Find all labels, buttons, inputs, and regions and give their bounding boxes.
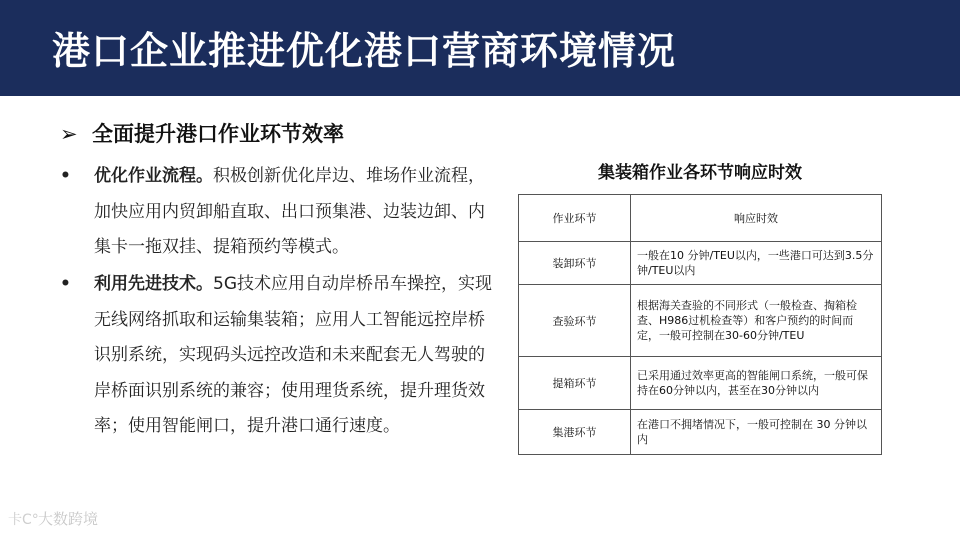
table-cell: 根据海关查验的不同形式（一般检查、掏箱检查、H986过机检查等）和客户预约的时间而定，一般可控制在30-60分钟/TEU <box>631 285 882 357</box>
table-cell: 提箱环节 <box>519 357 631 410</box>
column-header: 作业环节 <box>519 195 631 242</box>
section-heading <box>60 118 344 148</box>
watermark-logo-icon: 卡C° <box>8 512 39 528</box>
table-cell: 一般在10 分钟/TEU以内，一些港口可达到3.5分钟/TEU以内 <box>631 242 882 285</box>
bullet-lead: 优化作业流程。 <box>94 166 213 186</box>
bullet-body <box>94 267 500 445</box>
bullet-text: 5G技术应用自动岸桥吊车操控，实现无线网络抓取和运输集装箱；应用人工智能远控岸桥识别系统，实现码头远控改造和未来配套无人驾驶的岸桥面识别系统的兼容；使用理货系统，提升理货效率；使用智能闸口，提升港口通行速度。 <box>94 274 492 436</box>
bullet-item <box>60 159 500 266</box>
table-row <box>519 410 882 455</box>
watermark-text: 大数跨境 <box>38 510 99 528</box>
table-header-row <box>519 195 882 242</box>
table-title: 集装箱作业各环节响应时效 <box>598 163 802 183</box>
arrow-bullet-icon: ➢ <box>60 122 78 146</box>
table-cell: 查验环节 <box>519 285 631 357</box>
table-row <box>519 242 882 285</box>
table-cell: 已采用通过效率更高的智能闸口系统，一般可保持在60分钟以内，甚至在30分钟以内 <box>631 357 882 410</box>
bullet-lead: 利用先进技术。 <box>94 274 213 294</box>
table-cell: 集港环节 <box>519 410 631 455</box>
bullet-body <box>94 159 500 266</box>
title-banner <box>0 0 960 96</box>
section-heading-text: 全面提升港口作业环节效率 <box>92 122 344 146</box>
table-cell: 装卸环节 <box>519 242 631 285</box>
bullet-dot-icon: • <box>60 166 71 186</box>
bullet-dot-icon: • <box>60 274 71 294</box>
bullet-text: 积极创新优化岸边、堆场作业流程，加快应用内贸卸船直取、出口预集港、边装边卸、内集卡一拖双挂、提箱预约等模式。 <box>94 166 485 257</box>
table-row <box>519 285 882 357</box>
watermark <box>8 508 98 529</box>
table-row <box>519 357 882 410</box>
response-time-table <box>518 194 882 455</box>
bullet-item <box>60 267 500 445</box>
column-header: 响应时效 <box>631 195 882 242</box>
page-title: 港口企业推进优化港口营商环境情况 <box>52 29 677 73</box>
table-cell: 在港口不拥堵情况下，一般可控制在 30 分钟以内 <box>631 410 882 455</box>
